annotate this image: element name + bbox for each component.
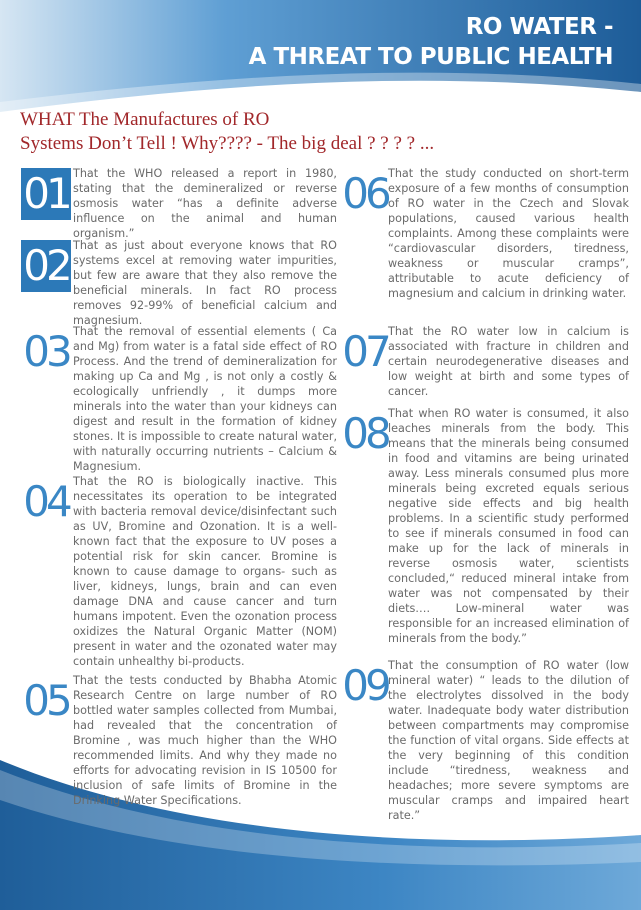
item-text-05: That the tests conducted by Bhabha Atomic Research Centre on large number of RO bottled water samples collected from Mumbai, had revealed that the concentration of Bromine , was much higher than the WHO recommended limits. And why they made no efforts for advocating revision in IS 10500 for inclusion of safe limits of Bromine in the Drinking Water Specifications. bbox=[73, 674, 337, 807]
item-text-09: That the consumption of RO water (low mineral water) “ leads to the dilution of the electrolytes dissolved in the body water. Inadequate body water distribution between compartments may compromise the function of vital organs. Side effects at the very beginning of this condition include “tiredness, weakness and headaches; more severe symptoms are muscular cramps and impaired heart rate.” bbox=[388, 659, 629, 822]
item-number-02: 02 bbox=[21, 240, 71, 292]
item-number-04: 04 bbox=[23, 477, 69, 526]
item-text-02: That as just about everyone knows that RO systems excel at removing water impurities, but few are aware that they also remove the beneficial minerals. In fact RO process removes 92-99% of beneficial calcium and magnesium. bbox=[73, 239, 337, 327]
item-number-06: 06 bbox=[342, 169, 388, 218]
item-text-07: That the RO water low in calcium is associated with fracture in children and certain neurodegenerative diseases and low weight at birth and some types of cancer. bbox=[388, 325, 629, 398]
item-text-01: That the WHO released a report in 1980, stating that the demineralized or reverse osmosis water “has a definite adverse influence on the animal and human organism.” bbox=[73, 167, 337, 240]
item-number-08: 08 bbox=[342, 409, 388, 458]
section-heading-line-1: WHAT The Manufactures of RO bbox=[20, 109, 270, 130]
page-title-line-2: A THREAT TO PUBLIC HEALTH bbox=[248, 44, 613, 70]
item-number-03: 03 bbox=[23, 327, 69, 376]
item-text-04: That the RO is biologically inactive. This necessitates its operation to be integrated with bacteria removal device/disinfectant such as UV, Bromine and Ozonation. It is a well-known fact that the exposure to UV poses a potential risk for skin cancer. Bromine is known to cause damage to organs- such as liver, kidneys, lungs, brain and can even damage DNA and cause cancer and turn humans impotent. Even the ozonation process oxidizes the Natural Organic Matter (NOM) present in water and the ozonated water may contain unhealthy bi-products. bbox=[73, 475, 337, 668]
item-number-09: 09 bbox=[342, 661, 388, 710]
page-title-line-1: RO WATER - bbox=[465, 14, 613, 40]
item-text-03: That the removal of essential elements ( Ca and Mg) from water is a fatal side effect of RO Process. And the trend of demineralization for making up Ca and Mg , is not only a costly & ecologically unfriendly , it dumps more minerals into the water than your kidneys can digest and result in the formation of kidney stones. It is impossible to create natural water, with naturally occurring nutrients – Calcium & Magnesium. bbox=[73, 325, 337, 473]
item-text-08: That when RO water is consumed, it also leaches minerals from the body. This means that the minerals being consumed in food and vitamins are being urinated away. Less minerals consumed plus more minerals being excreted equals serious negative side effects and big health problems. In a scientific study performed to see if minerals consumed in food can make up for the lack of minerals in reverse osmosis water, scientists concluded,“ reduced mineral intake from water was not compensated by their diets…. Low-mineral water was responsible for an increased elimination of minerals from the body.” bbox=[388, 407, 629, 645]
section-heading-line-2: Systems Don’t Tell ! Why???? - The big deal ? ? ? ? ... bbox=[20, 133, 435, 154]
item-number-07: 07 bbox=[342, 327, 388, 376]
item-number-01: 01 bbox=[21, 168, 71, 220]
item-text-06: That the study conducted on short-term exposure of a few months of consumption of RO water in the Czech and Slovak populations, caused various health complaints. Among these complaints were “cardiovascular disorders, tiredness, weakness or muscular cramps”, attributable to acute deficiency of magnesium and calcium in drinking water. bbox=[388, 167, 629, 300]
item-number-05: 05 bbox=[23, 676, 69, 725]
